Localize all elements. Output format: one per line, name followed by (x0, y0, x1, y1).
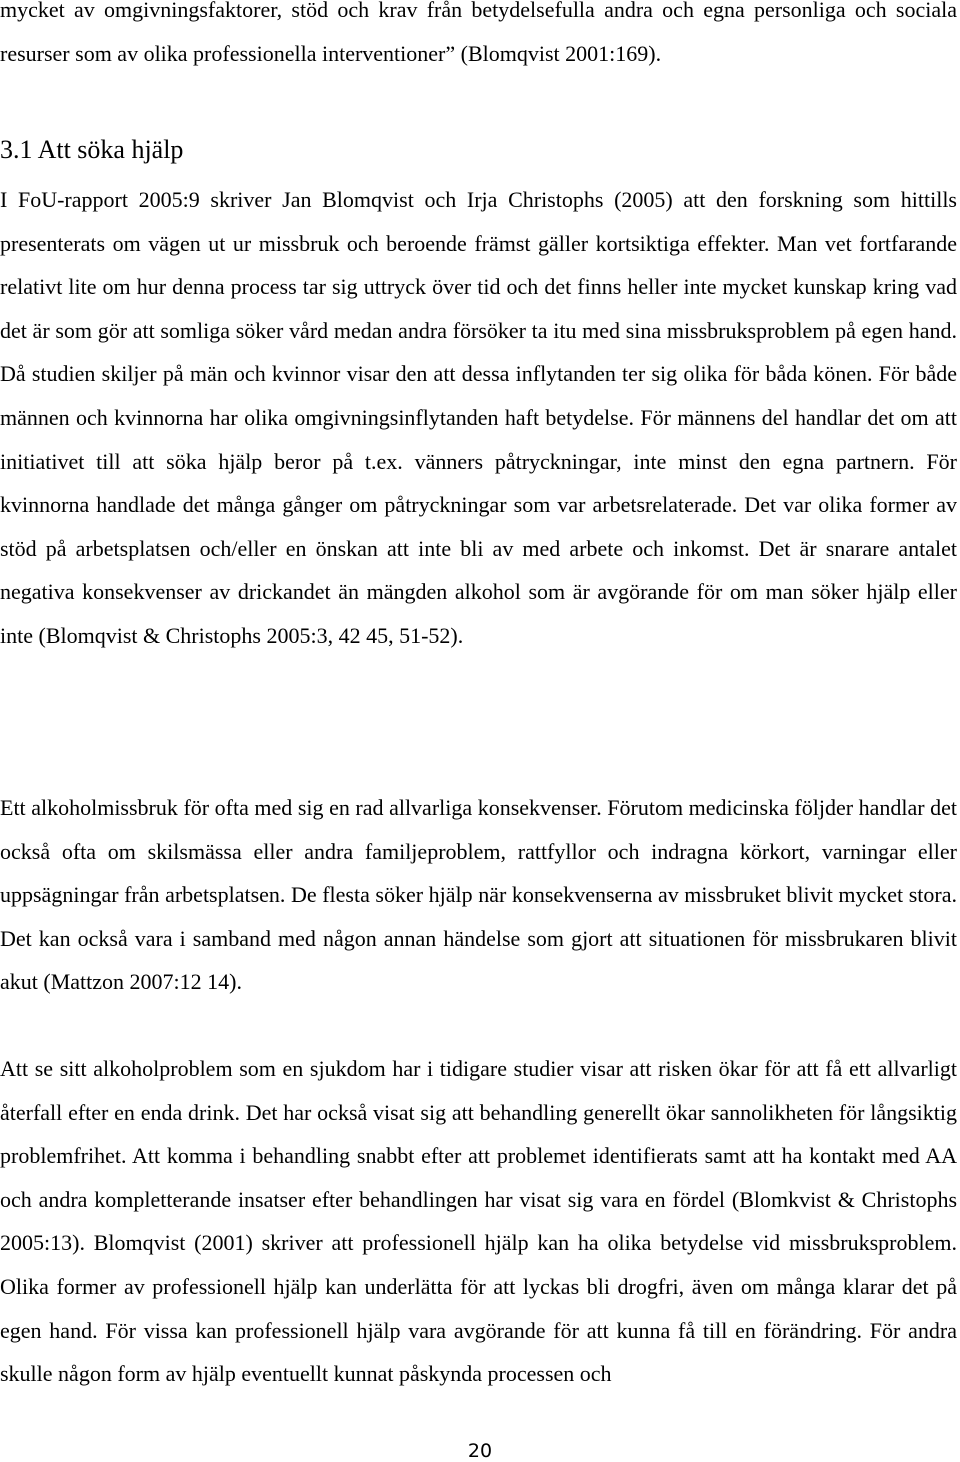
intro-paragraph: mycket av omgivningsfaktorer, stöd och krav från betydelsefulla andra och egna personliga och sociala resurser som av olika professionella interventioner” (Blomqvist 2001:169). (0, 0, 957, 66)
page-number: 20 (467, 1440, 493, 1462)
body-paragraph-2: Ett alkoholmissbruk för ofta med sig en rad allvarliga konsekvenser. Förutom medicinska följder handlar det också ofta om skilsmässa eller andra familjeproblem, rattfyllor och indragna körkort, varningar eller uppsägningar från arbetsplatsen. De flesta söker hjälp när konsekvenserna av missbruket blivit mycket stora. Det kan också vara i samband med någon annan händelse som gjort att situationen för missbrukaren blivit akut (Mattzon 2007:12 14). (0, 795, 957, 995)
section-heading: 3.1 Att söka hjälp (0, 135, 184, 164)
body-paragraph-1: I FoU-rapport 2005:9 skriver Jan Blomqvist och Irja Christophs (2005) att den forskning som hittills presenterats om vägen ut ur missbruk och beroende främst gäller kortsiktiga effekter. Man vet fortfarande relativt lite om hur denna process tar sig uttryck över tid och det finns heller inte mycket kunskap kring vad det är som gör att somliga söker vård medan andra försöker ta itu med sina missbruksproblem på egen hand. Då studien skiljer på män och kvinnor visar den att dessa inflytanden ter sig olika för båda könen. För både männen och kvinnorna har olika omgivningsinflytanden haft betydelse. För männens del handlar det om att initiativet till att söka hjälp beror på t.ex. vänners påtryckningar, inte minst den egna partnern. För kvinnorna handlade det många gånger om påtryckningar som var arbetsrelaterade. Det var olika former av stöd på arbetsplatsen och/eller en önskan att inte bli av med arbete och inkomst. Det är snarare antalet negativa konsekvenser av drickandet än mängden alkohol som är avgörande för om man söker hjälp eller inte (Blomqvist & Christophs 2005:3, 42 45, 51-52). (0, 187, 957, 648)
body-paragraph-3: Att se sitt alkoholproblem som en sjukdom har i tidigare studier visar att risken ökar för att få ett allvarligt återfall efter en enda drink. Det har också visat sig att behandling generellt ökar sannolikheten för långsiktig problemfrihet. Att komma i behandling snabbt efter att problemet identifierats samt att ha kontakt med AA och andra kompletterande insatser efter behandlingen har visat sig vara en fördel (Blomkvist & Christophs 2005:13). Blomqvist (2001) skriver att professionell hjälp kan ha olika betydelse vid missbruksproblem. Olika former av professionell hjälp kan underlätta för att lyckas bli drogfri, även om många klarar det på egen hand. För vissa kan professionell hjälp vara avgörande för att kunna få till en förändring. För andra skulle någon form av hjälp eventuellt kunnat påskynda processen och (0, 1056, 957, 1387)
